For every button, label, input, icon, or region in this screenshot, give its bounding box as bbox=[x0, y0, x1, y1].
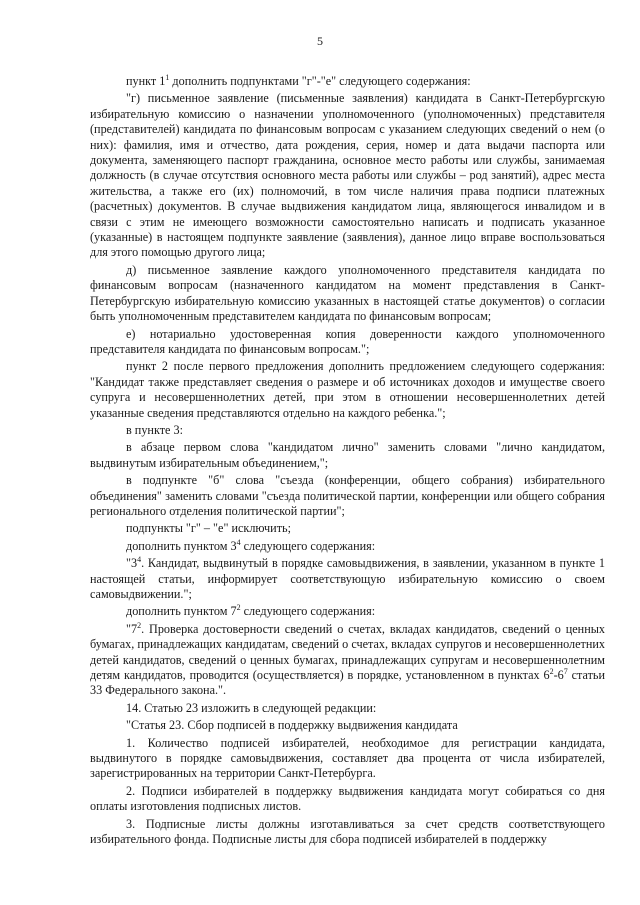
paragraph-text: подпункты "г" – "е" исключить; bbox=[126, 521, 291, 536]
paragraph-text: пункт 2 после первого предложения дополнить предложением следующего содержания: "Кандидат также представляет сведения о размере и об источниках доходов и имуществе своего супруга и несовершеннолетних детей, при этом в отношении несовершеннолетних детей указанные сведения представляются отдельно на каждого ребенка."; bbox=[90, 359, 605, 420]
superscript: 2 bbox=[137, 620, 142, 630]
paragraph-text: "Статья 23. Сбор подписей в поддержку выдвижения кандидата bbox=[126, 718, 458, 733]
paragraph-text: в пункте 3: bbox=[126, 422, 183, 437]
paragraph bbox=[90, 74, 605, 89]
superscript: 2 bbox=[549, 667, 554, 677]
paragraph-text: "3 bbox=[126, 556, 138, 571]
paragraph bbox=[90, 622, 605, 699]
paragraph bbox=[90, 736, 605, 782]
page-number: 5 bbox=[317, 34, 323, 48]
paragraph bbox=[90, 817, 605, 848]
paragraph-text: д) письменное заявление каждого уполномоченного представителя кандидата по финансовым вопросам (назначенного кандидатом на момент представления в Санкт-Петербургскую избирательную комиссию указанных в настоящей статье документов) о согласии быть уполномоченным представителем кандидата по финансовым вопросам; bbox=[90, 262, 605, 324]
paragraph-text: статьи 33 Федерального закона.". bbox=[90, 668, 605, 698]
paragraph bbox=[90, 539, 605, 554]
paragraph-text: следующего содержания: bbox=[240, 604, 376, 619]
paragraph-text: "7 bbox=[126, 621, 138, 636]
paragraph-text: 3. Подписные листы должны изготавливаться за счет средств соответствующего избирательного фонда. Подписные листы для сбора подписей избирателей в поддержку bbox=[90, 816, 605, 847]
paragraph bbox=[90, 327, 605, 358]
superscript: 7 bbox=[563, 667, 568, 677]
paragraph bbox=[90, 91, 605, 260]
paragraph bbox=[90, 556, 605, 602]
paragraph-text: 2. Подписи избирателей в поддержку выдвижения кандидата могут собираться со дня оплаты изготовления подписных листов. bbox=[90, 783, 605, 814]
paragraph bbox=[90, 440, 605, 471]
paragraph-text: дополнить подпунктами "г"-"е" следующего содержания: bbox=[169, 74, 471, 88]
paragraph-text: 1. Количество подписей избирателей, необходимое для регистрации кандидата, выдвинутого в порядке самовыдвижения, составляет два процента от числа избирателей, зарегистрированных на территории Санкт-Петербурга. bbox=[90, 735, 605, 781]
paragraph-text: 14. Статью 23 изложить в следующей редакции: bbox=[126, 700, 377, 715]
paragraph-text: дополнить пунктом 3 bbox=[126, 538, 237, 553]
paragraph-text: -6 bbox=[553, 668, 564, 683]
paragraph bbox=[90, 473, 605, 519]
superscript: 4 bbox=[236, 537, 241, 547]
superscript: 1 bbox=[165, 73, 170, 82]
paragraph-text: дополнить пунктом 7 bbox=[126, 604, 237, 619]
paragraph bbox=[90, 359, 605, 421]
paragraph-text: "г) письменное заявление (письменные заявления) кандидата в Санкт-Петербургскую избирательную комиссию о назначении уполномоченного (уполномоченных) представителя (представителей) кандидата по финансовым вопросам с указанием следующих сведений о нем (о них): фамилия, имя и отчество, дата рождения, серия, номер и дата выдачи паспорта или документа, заменяющего паспорт гражданина, основное место работы или службы, занимаемая должность (в случае отсутствия основного места работы или службы – род занятий), адрес места жительства, а также его (их) полномочий, в том числе наличия права подписи платежных (расчетных) документов. В случае выдвижения кандидатом лица, являющегося инвалидом и в связи с этим не имеющего возможности самостоятельно написать и подписать указанное (указанные) в настоящем подпункте заявление (заявления), данное лицо вправе воспользоваться для этого помощью другого лица; bbox=[90, 91, 605, 260]
paragraph bbox=[90, 423, 605, 438]
paragraph-text: . Кандидат, выдвинутый в порядке самовыдвижения, в заявлении, указанном в пункте 1 настоящей статьи, информирует соответствующую избирательную комиссию о своем самовыдвижении."; bbox=[90, 556, 605, 601]
superscript: 4 bbox=[137, 555, 142, 565]
paragraph-text: следующего содержания: bbox=[240, 538, 376, 553]
superscript: 2 bbox=[236, 603, 241, 613]
document-body bbox=[90, 74, 605, 848]
paragraph bbox=[90, 784, 605, 815]
paragraph bbox=[90, 701, 605, 716]
paragraph-text: в подпункте "б" слова "съезда (конференции, общего собрания) избирательного объединения" заменить словами "съезда политической партии, конференции или общего собрания регионального отделения политической партии"; bbox=[90, 473, 605, 518]
paragraph bbox=[90, 263, 605, 325]
paragraph bbox=[90, 521, 605, 536]
paragraph-text: . Проверка достоверности сведений о счетах, вкладах кандидатов, сведений о ценных бумагах, принадлежащих кандидатам, сведений о счетах, вкладах супругов и несовершеннолетних детей кандидатов, сведений о ценных бумагах, принадлежащих супругам и несовершеннолетним детям кандидатов, проводится (осуществляется) в порядке, установленном в пунктах 6 bbox=[90, 621, 605, 683]
paragraph bbox=[90, 604, 605, 619]
paragraph bbox=[90, 718, 605, 733]
paragraph-text: е) нотариально удостоверенная копия доверенности каждого уполномоченного представителя кандидата по финансовым вопросам."; bbox=[90, 326, 605, 356]
paragraph-text: пункт 1 bbox=[126, 74, 166, 88]
paragraph-text: в абзаце первом слова "кандидатом лично" заменить словами "лично кандидатом, выдвинутым избирательным объединением,"; bbox=[90, 440, 605, 470]
